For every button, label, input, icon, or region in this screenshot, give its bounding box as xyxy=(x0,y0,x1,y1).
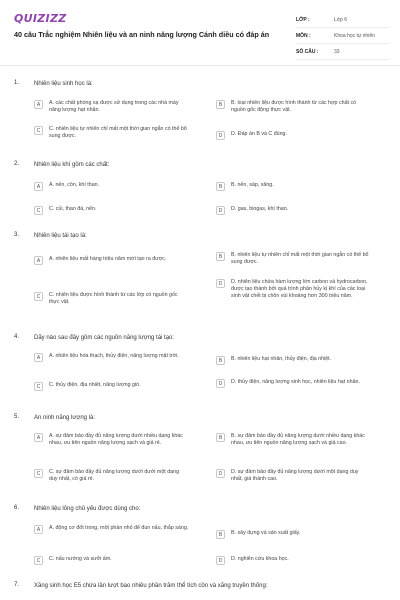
meta-value: Lớp 6 xyxy=(334,16,348,23)
option-letter-box: D xyxy=(216,379,225,388)
worksheet-header xyxy=(0,0,400,60)
option-letter-box: A xyxy=(34,182,43,191)
option-letter-box: C xyxy=(34,382,43,391)
option-letter-box: B xyxy=(216,182,225,191)
answer-option[interactable] xyxy=(34,556,189,565)
option-letter-box: C xyxy=(34,292,43,301)
meta-label: LỚP : xyxy=(296,16,310,23)
question-text: Nhiên liệu khí gồm các chất: xyxy=(34,162,110,168)
meta-label: MÔN : xyxy=(296,32,311,39)
option-letter-box: A xyxy=(34,100,43,109)
answer-option[interactable] xyxy=(216,433,371,447)
option-letter-box: A xyxy=(34,353,43,362)
meta-row-class xyxy=(296,12,390,28)
option-text: A. sự đảm bảo đầy đủ năng lượng dưới nhiều dạng khác nhau, ưu tiên nguồn năng lượng sạch và giá rẻ. xyxy=(49,433,183,447)
answer-option[interactable] xyxy=(216,530,371,539)
answer-option[interactable] xyxy=(34,525,189,534)
meta-label: SỐ CÂU : xyxy=(296,48,319,55)
option-text: D. Đáp án B và C đúng. xyxy=(231,131,287,137)
option-letter-box: A xyxy=(34,525,43,534)
option-text: A. nhiên liệu mất hàng triệu năm mới tạo ra được. xyxy=(49,256,167,262)
option-text: C. sự đảm bảo đầy đủ năng lượng dưới dưới một dạng duy nhất, có giá rẻ. xyxy=(49,469,180,483)
answer-option[interactable] xyxy=(34,100,189,114)
option-text: B. xây dựng và sản xuất giấy. xyxy=(231,530,301,536)
answer-option[interactable] xyxy=(34,433,189,447)
option-text: C. nhiên liệu được hình thành từ các lớp có nguồn gốc thực vật. xyxy=(49,292,178,306)
quizizz-logo: QUIZIZZ xyxy=(14,12,67,25)
option-text: D. nhiên liệu chứa hàm lượng lớn carbon và hydrocarbon, được tạo thành bởi quá trình phân hủy kị khí của các loại sinh vật chết bị chôn vùi khoảng hơn 300 triệu năm. xyxy=(231,279,368,300)
option-text: C. thủy điện, địa nhiệt, năng lượng gió. xyxy=(49,382,141,388)
answer-option[interactable] xyxy=(216,100,371,114)
option-letter-box: C xyxy=(34,206,43,215)
option-letter-box: C xyxy=(34,469,43,478)
option-text: B. loại nhiên liệu được hình thành từ các hợp chất có nguồn gốc động thực vật. xyxy=(231,100,357,114)
question-text: Nhiên liệu sinh học là: xyxy=(34,81,93,87)
option-letter-box: B xyxy=(216,100,225,109)
question-text: Dãy nào sau đây gồm các nguồn năng lượng tái tạo: xyxy=(34,335,175,341)
answer-option[interactable] xyxy=(34,126,189,140)
question-number: 3. xyxy=(14,232,20,238)
option-letter-box: A xyxy=(34,433,43,442)
option-text: A. các chất phóng xạ được sử dụng trong các nhà máy năng lượng hạt nhân. xyxy=(49,100,179,114)
meta-row-subject xyxy=(296,28,390,44)
meta-row-question-count xyxy=(296,44,390,60)
answer-option[interactable] xyxy=(216,252,371,266)
answer-option[interactable] xyxy=(34,206,189,215)
option-letter-box: D xyxy=(216,131,225,140)
option-text: C. nấu nướng và sưởi ấm. xyxy=(49,556,112,562)
answer-option[interactable] xyxy=(216,182,371,191)
question-number: 2. xyxy=(14,161,20,167)
option-letter-box: B xyxy=(216,530,225,539)
answer-option[interactable] xyxy=(216,469,371,483)
option-letter-box: D xyxy=(216,556,225,565)
option-letter-box: C xyxy=(34,556,43,565)
option-letter-box: B xyxy=(216,252,225,261)
worksheet-meta-table xyxy=(296,12,390,60)
answer-option[interactable] xyxy=(34,292,189,306)
answer-option[interactable] xyxy=(34,353,189,362)
question-number: 4. xyxy=(14,334,20,340)
question-text: Nhiên liệu tái tạo là: xyxy=(34,233,87,239)
answer-option[interactable] xyxy=(34,182,189,191)
question-number: 7. xyxy=(14,582,20,588)
answer-option[interactable] xyxy=(216,206,371,215)
question-number: 6. xyxy=(14,505,20,511)
option-text: A. nến, cồn, khí than. xyxy=(49,182,100,188)
page-title: 40 câu Trắc nghiệm Nhiên liệu và an ninh năng lượng Cánh diều có đáp án xyxy=(14,30,270,39)
answer-option[interactable] xyxy=(216,131,371,140)
option-letter-box: A xyxy=(34,256,43,265)
option-letter-box: C xyxy=(34,126,43,135)
answer-option[interactable] xyxy=(216,556,371,565)
answer-option[interactable] xyxy=(34,256,189,265)
option-letter-box: D xyxy=(216,279,225,288)
option-letter-box: D xyxy=(216,469,225,478)
answer-option[interactable] xyxy=(34,382,189,391)
header-divider xyxy=(0,65,400,66)
option-letter-box: B xyxy=(216,433,225,442)
option-text: A. động cơ đốt trong, một phần nhỏ để đun nấu, thắp sáng. xyxy=(49,525,189,531)
option-letter-box: B xyxy=(216,356,225,365)
option-text: D. gas, biogas, khí than. xyxy=(231,206,289,212)
option-text: B. nhiên liệu hạt nhân, thủy điện, địa nhiệt. xyxy=(231,356,332,362)
option-text: C. nhiên liệu tự nhiên chỉ mất một thời gian ngắn có thể bổ sung được. xyxy=(49,126,187,140)
question-text: Xăng sinh học E5 chứa lần lượt bao nhiêu phần trăm thể tích cồn và xăng truyền thống: xyxy=(34,583,268,589)
option-text: D. nghiên cứu khoa học. xyxy=(231,556,289,562)
option-text: D. thủy điện, năng lượng sinh học, nhiên liệu hạt nhân. xyxy=(231,379,360,385)
meta-value: Khoa học tự nhiên xyxy=(334,32,375,39)
question-number: 1. xyxy=(14,80,20,86)
option-text: B. sự đảm bảo đầy đủ năng lượng dưới nhiều dạng khác nhau, ưu tiên nguồn năng lượng sạch và giá cao. xyxy=(231,433,365,447)
option-text: D. sự đảm bảo đầy đủ năng lượng dưới một dạng duy nhất, giá thành cao. xyxy=(231,469,359,483)
answer-option[interactable] xyxy=(216,279,371,301)
answer-option[interactable] xyxy=(216,379,371,388)
meta-value: 33 xyxy=(334,48,340,55)
option-letter-box: D xyxy=(216,206,225,215)
option-text: B. nến, sáp, xăng. xyxy=(231,182,274,188)
question-text: Nhiên liệu lỏng chủ yếu được dùng cho: xyxy=(34,506,141,512)
answer-option[interactable] xyxy=(34,469,189,483)
question-number: 5. xyxy=(14,414,20,420)
option-text: C. củi, than đá, nến. xyxy=(49,206,97,212)
question-text: An ninh năng lượng là: xyxy=(34,415,95,421)
option-text: B. nhiên liệu tự nhiên chỉ mất một thời gian ngắn có thể bổ sung được. xyxy=(231,252,369,266)
option-text: A. nhiên liệu hóa thạch, thủy điện, năng lượng mặt trời. xyxy=(49,353,179,359)
answer-option[interactable] xyxy=(216,356,371,365)
